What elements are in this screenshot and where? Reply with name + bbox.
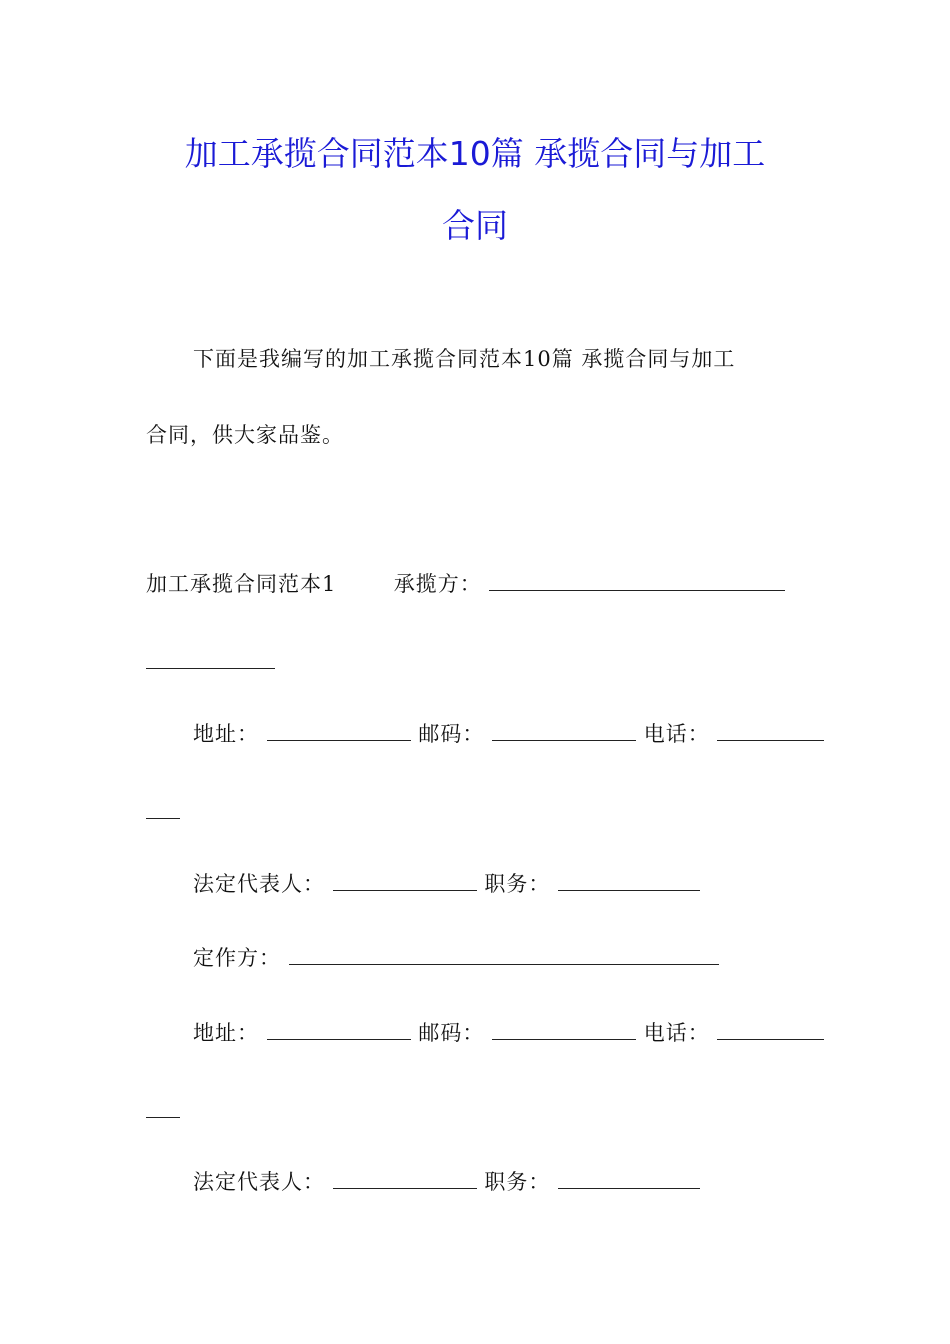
- client-phone-blank[interactable]: [717, 1017, 824, 1040]
- contractor-phone-blank-continued[interactable]: [146, 817, 180, 819]
- document-title-line-2: 合同: [442, 206, 508, 245]
- intro-paragraph-line-1: 下面是我编写的加工承揽合同范本10篇 承揽合同与加工: [193, 347, 736, 371]
- contractor-address-blank[interactable]: [267, 718, 411, 741]
- contractor-rep-label: 法定代表人：: [193, 872, 325, 896]
- client-postcode-label: 邮码：: [418, 1021, 485, 1045]
- contractor-rep-blank[interactable]: [333, 868, 477, 891]
- client-title-label: 职务：: [484, 1170, 551, 1194]
- client-address-label: 地址：: [193, 1021, 259, 1045]
- client-postcode-blank[interactable]: [492, 1017, 636, 1040]
- section-heading: 加工承揽合同范本1: [146, 572, 337, 596]
- client-representative-line: [193, 1166, 700, 1197]
- contractor-phone-blank[interactable]: [717, 718, 824, 741]
- contractor-postcode-blank[interactable]: [492, 718, 636, 741]
- contractor-address-line: [193, 718, 824, 749]
- document-title-line-1: 加工承揽合同范本10篇 承揽合同与加工: [184, 134, 766, 173]
- client-rep-blank[interactable]: [333, 1166, 477, 1189]
- intro-paragraph-line-2: 合同，供大家品鉴。: [146, 423, 344, 447]
- client-phone-label: 电话：: [643, 1021, 710, 1045]
- contractor-phone-label: 电话：: [643, 722, 710, 746]
- contractor-title-label: 职务：: [484, 872, 551, 896]
- contractor-name-blank-continued[interactable]: [146, 667, 275, 669]
- client-label: 定作方：: [193, 946, 281, 970]
- contractor-name-blank[interactable]: [489, 568, 785, 591]
- client-line: [193, 942, 719, 973]
- contractor-representative-line: [193, 868, 700, 899]
- client-address-line: [193, 1017, 824, 1048]
- client-rep-label: 法定代表人：: [193, 1170, 325, 1194]
- client-phone-blank-continued[interactable]: [146, 1116, 180, 1118]
- client-title-blank[interactable]: [558, 1166, 700, 1189]
- client-address-blank[interactable]: [267, 1017, 411, 1040]
- contractor-postcode-label: 邮码：: [418, 722, 485, 746]
- contractor-label: 承揽方：: [393, 572, 482, 596]
- client-name-blank[interactable]: [289, 942, 719, 965]
- contractor-title-blank[interactable]: [558, 868, 700, 891]
- contractor-line: [146, 568, 785, 599]
- contractor-address-label: 地址：: [193, 722, 259, 746]
